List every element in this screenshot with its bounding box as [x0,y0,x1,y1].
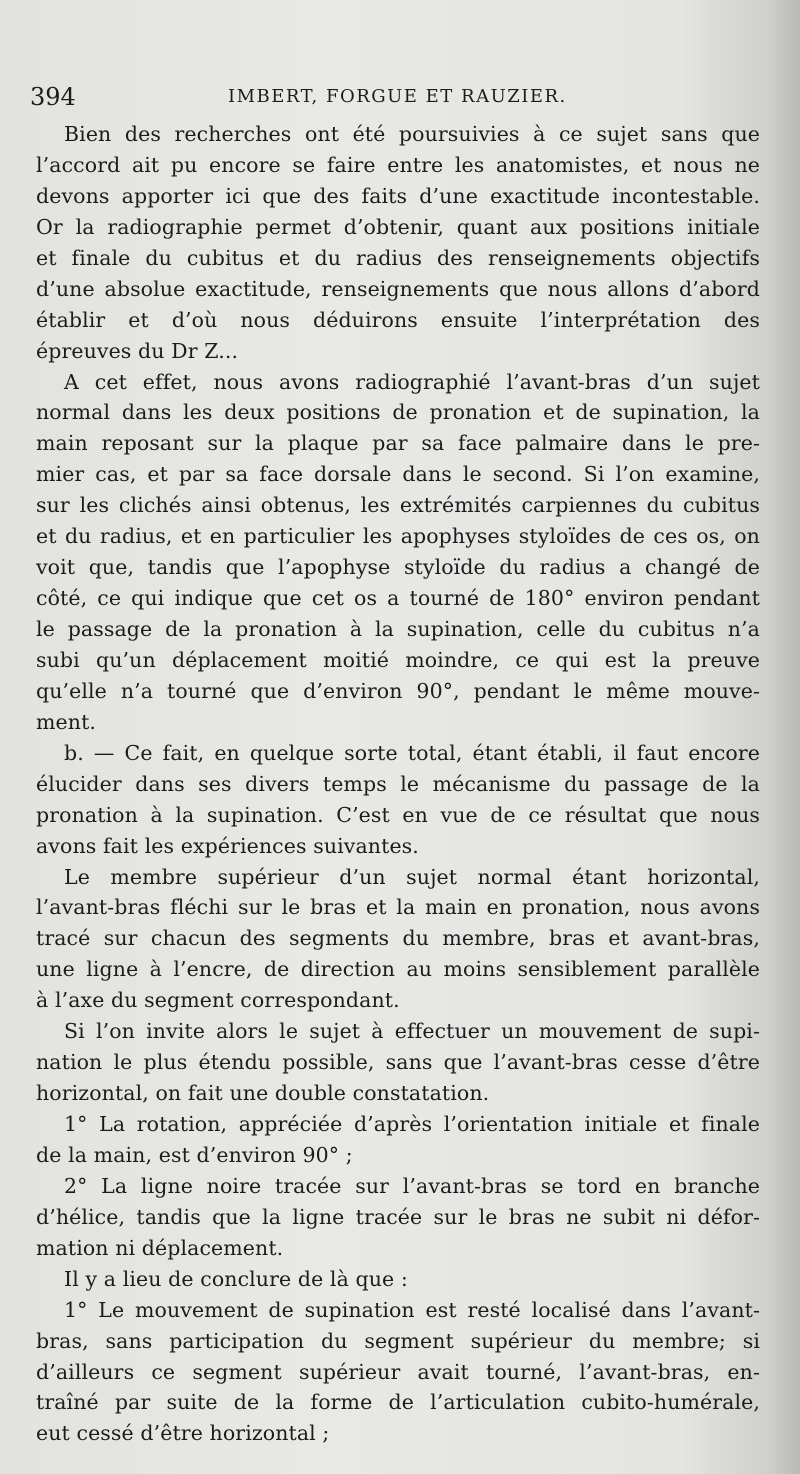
text-line: 1° Le mouvement de supination est resté localisé dans l’avant- [64,1297,760,1322]
text-line: et du radius, et en particulier les apophyses styloïdes de ces os, on [36,524,760,549]
text-line: nation le plus étendu possible, sans que l’avant-bras cesse d’être [36,1050,760,1075]
text-line: tracé sur chacun des segments du membre, bras et avant-bras, [36,926,760,951]
text-line: côté, ce qui indique que cet os a tourné de 180° environ pendant [36,586,760,611]
running-title: IMBERT, FORGUE ET RAUZIER. [228,86,567,107]
text-line: mation ni déplacement. [36,1235,284,1260]
text-line: élucider dans ses divers temps le mécanisme du passage de la [36,771,760,796]
text-line: sur les clichés ainsi obtenus, les extrémités carpiennes du cubitus [36,493,760,518]
page-number: 394 [30,83,76,111]
text-line: normal dans les deux positions de pronation et de supination, la [36,400,760,425]
text-line: main reposant sur la plaque par sa face palmaire dans le pre- [36,431,760,456]
text-line: épreuves du Dr Z... [36,338,239,363]
text-line: voit que, tandis que l’apophyse styloïde du radius a changé de [36,555,760,580]
text-line: le passage de la pronation à la supination, celle du cubitus n’a [36,617,760,641]
page-header [30,80,770,114]
body-text [36,119,760,1449]
text-line: bras, sans participation du segment supérieur du membre; si [36,1328,760,1353]
text-line: une ligne à l’encre, de direction au moins sensiblement parallèle [36,957,760,982]
text-line: de la main, est d’environ 90° ; [36,1142,353,1167]
text-line: d’ailleurs ce segment supérieur avait tourné, l’avant-bras, en- [36,1359,760,1384]
text-line: 2° La ligne noire tracée sur l’avant-bras se tord en branche [64,1173,760,1198]
text-line: eut cessé d’être horizontal ; [36,1421,330,1446]
text-line: Il y a lieu de conclure de là que : [64,1266,408,1291]
text-line: établir et d’où nous déduirons ensuite l’interprétation des [36,307,760,332]
text-line: Si l’on invite alors le sujet à effectuer un mouvement de supi- [64,1019,760,1044]
text-line: l’accord ait pu encore se faire entre les anatomistes, et nous ne [36,152,760,177]
text-line: Or la radiographie permet d’obtenir, quant aux positions initiale [36,214,760,239]
text-line: Bien des recherches ont été poursuivies à ce sujet sans que [64,122,760,146]
text-line: ment. [36,709,97,734]
text-line: pronation à la supination. C’est en vue de ce résultat que nous [36,802,760,827]
text-line: Le membre supérieur d’un sujet normal étant horizontal, [64,864,760,889]
text-line: et finale du cubitus et du radius des renseignements objectifs [36,245,760,270]
text-line: à l’axe du segment correspondant. [36,988,400,1013]
text-line: d’une absolue exactitude, renseignements que nous allons d’abord [36,276,760,301]
text-line: mier cas, et par sa face dorsale dans le second. Si l’on examine, [36,462,760,487]
text-line: 1° La rotation, appréciée d’après l’orientation initiale et finale [64,1112,760,1136]
text-line: qu’elle n’a tourné que d’environ 90°, pendant le même mouve- [36,678,760,703]
text-line: horizontal, on fait une double constatation. [36,1081,490,1106]
text-line: devons apporter ici que des faits d’une exactitude incontestable. [36,183,760,208]
text-line: l’avant-bras fléchi sur le bras et la main en pronation, nous avons [36,895,760,920]
text-line: subi qu’un déplacement moitié moindre, ce qui est la preuve [36,647,760,672]
text-line: b. — Ce fait, en quelque sorte total, étant établi, il faut encore [64,740,760,765]
text-line: traîné par suite de la forme de l’articulation cubito-humérale, [36,1390,760,1415]
text-line: d’hélice, tandis que la ligne tracée sur le bras ne subit ni défor- [36,1204,760,1229]
text-line: avons fait les expériences suivantes. [36,833,419,858]
text-line: A cet effet, nous avons radiographié l’avant-bras d’un sujet [64,369,760,394]
